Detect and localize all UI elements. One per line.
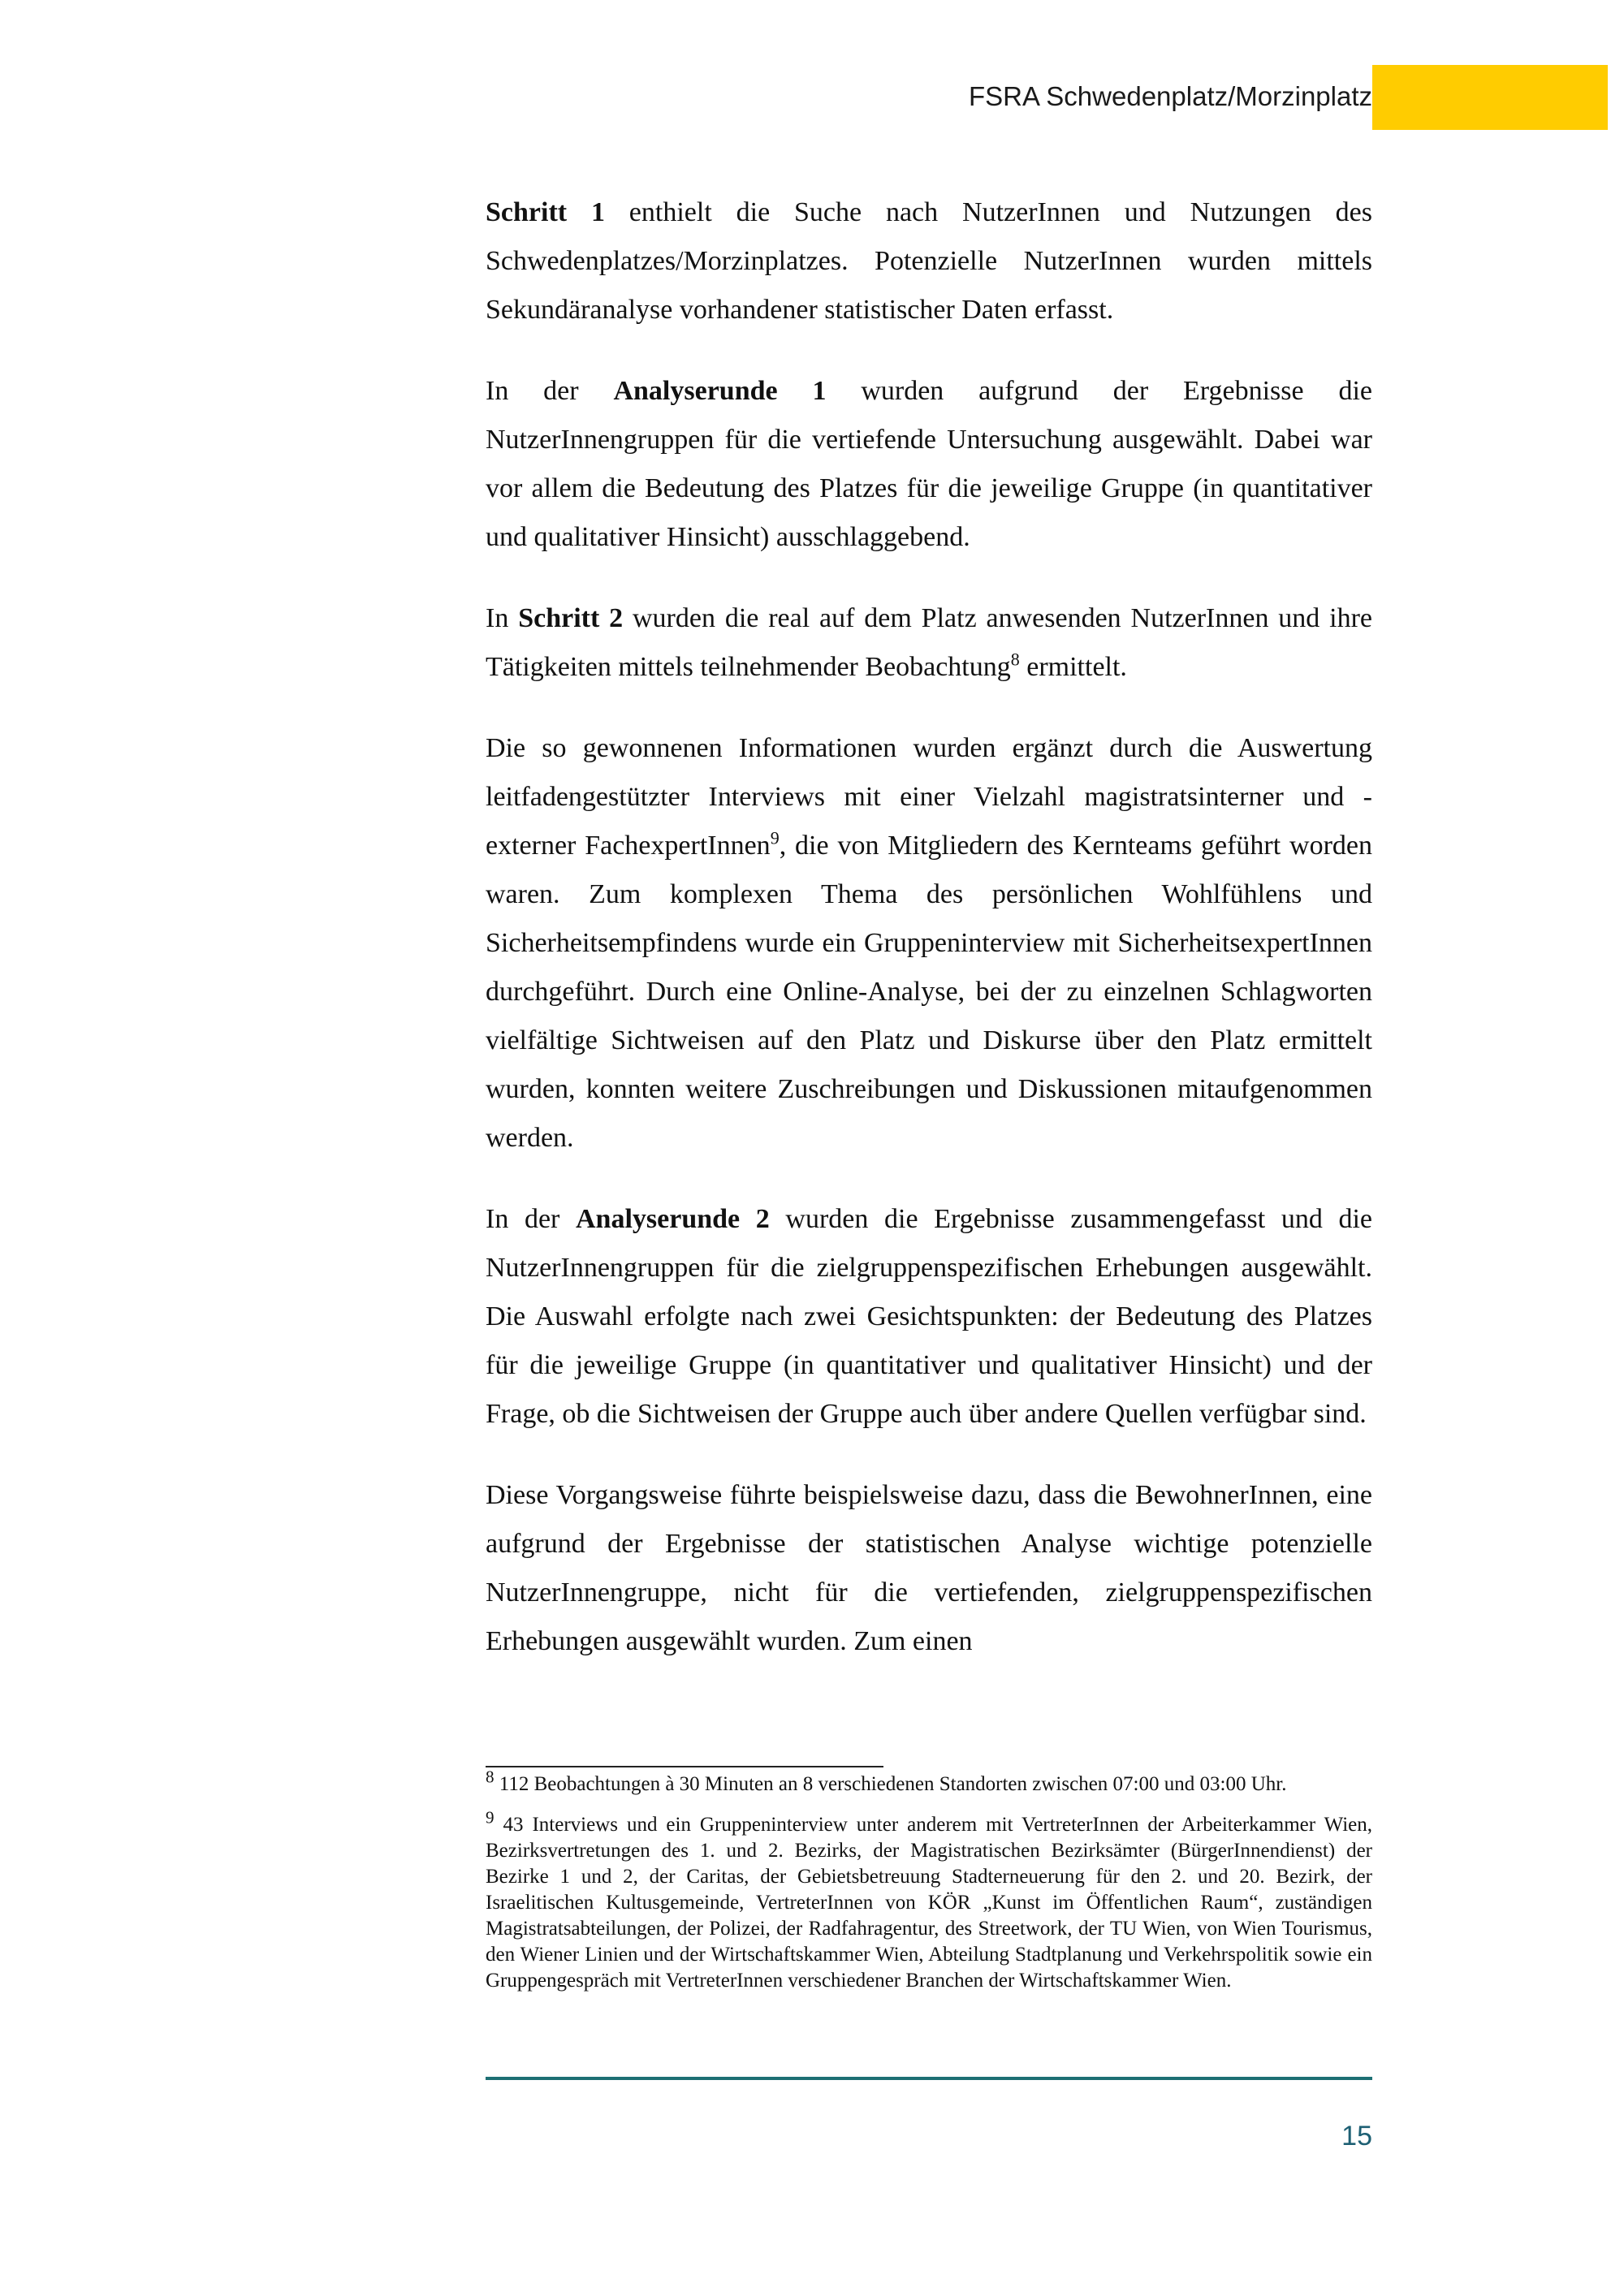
paragraph-1-bold: Schritt 1 xyxy=(486,197,605,227)
paragraph-2-bold: Analyserunde 1 xyxy=(613,376,827,406)
paragraph-3-text: wurden die real auf dem Platz anwesenden NutzerInnen und ihre Tätigkeiten mittels teilnehmender Beobachtung xyxy=(486,603,1373,682)
paragraph-5-text: wurden die Ergebnisse zusammengefasst und die NutzerInnengruppen für die zielgruppenspezifischen Erhebungen ausgewählt. Die Auswahl erfolgte nach zwei Gesichtspunkten: der Bedeutung des Platzes für die jeweilige Gruppe (in quantitativer und qualitativer Hinsicht) und der Frage, ob die Sichtweisen der Gruppe auch über andere Quellen verfügbar sind. xyxy=(486,1204,1372,1429)
paragraph-1 xyxy=(486,188,1372,334)
paragraph-3-after: ermittelt. xyxy=(1019,652,1127,682)
running-header-title: FSRA Schwedenplatz/Morzinplatz xyxy=(968,81,1372,111)
paragraph-2-lead: In der xyxy=(486,376,614,406)
footnotes xyxy=(486,1767,1372,2009)
footnote-9-mark: 9 xyxy=(486,1807,495,1828)
paragraph-2 xyxy=(486,367,1372,562)
footnote-8-mark: 8 xyxy=(486,1767,495,1787)
footnote-8 xyxy=(486,1767,1372,1798)
footnote-9 xyxy=(486,1807,1372,1994)
paragraph-6 xyxy=(486,1471,1372,1666)
footer-rule xyxy=(486,2077,1372,2080)
paragraph-1-text: enthielt die Suche nach NutzerInnen und Nutzungen des Schwedenplatzes/Morzinplatzes. Potenzielle NutzerInnen wurden mittels Sekundäranalyse vorhandener statistischer Daten erfasst. xyxy=(486,197,1372,325)
paragraph-4 xyxy=(486,724,1372,1163)
paragraph-3-bold: Schritt 2 xyxy=(518,603,624,633)
footnote-separator xyxy=(486,1766,883,1767)
paragraph-5-bold: Analyserunde 2 xyxy=(576,1204,770,1234)
footnote-9-text: 43 Interviews und ein Gruppeninterview unter anderem mit VertreterInnen der Arbeiterkammer Wien, Bezirksvertretungen des 1. und 2. Bezirks, der Magistratischen Bezirksämter (BürgerInnendienst) der Bezirke 1 und 2, der Caritas, der Gebietsbetreuung Stadterneuerung für den 2. und 20. Bezirk, der Israelitischen Kultusgemeinde, VertreterInnen von KÖR „Kunst im Öffentlichen Raum“, zuständigen Magistratsabteilungen, der Polizei, der Radfahragentur, des Streetwork, der TU Wien, von Wien Tourismus, den Wiener Linien und der Wirtschaftskammer Wien, Abteilung Stadtplanung und Verkehrspolitik sowie ein Gruppengespräch mit VertreterInnen verschiedener Branchen der Wirtschaftskammer Wien. xyxy=(486,1814,1372,1992)
footnote-8-text: 112 Beobachtungen à 30 Minuten an 8 verschiedenen Standorten zwischen 07:00 und 03:00 Uhr. xyxy=(494,1773,1287,1795)
footnote-ref-9[interactable]: 9 xyxy=(770,827,780,848)
paragraph-4-text: Die so gewonnenen Informationen wurden ergänzt durch die Auswertung leitfadengestützter Interviews mit einer Vielzahl magistratsinterner und -externer FachexpertInnen xyxy=(486,733,1372,861)
header-accent-block xyxy=(1372,65,1608,130)
page-number: 15 xyxy=(1341,2121,1372,2151)
paragraph-3-lead: In xyxy=(486,603,519,633)
footnote-ref-8[interactable]: 8 xyxy=(1010,649,1020,670)
paragraph-5 xyxy=(486,1195,1372,1439)
paragraph-6-text: Diese Vorgangsweise führte beispielsweise dazu, dass die BewohnerInnen, eine aufgrund der Ergebnisse der statistischen Analyse wichtige potenzielle NutzerInnengruppe, nicht für die vertiefenden, zielgruppenspezifischen Erhebungen ausgewählt wurden. Zum einen xyxy=(486,1480,1372,1656)
paragraph-3 xyxy=(486,594,1372,692)
paragraph-5-lead: In der xyxy=(486,1204,576,1234)
paragraph-4-after: , die von Mitgliedern des Kernteams geführt worden waren. Zum komplexen Thema des persönlichen Wohlfühlens und Sicherheitsempfindens wurde ein Gruppeninterview mit SicherheitsexpertInnen durchgeführt. Durch eine Online-Analyse, bei der zu einzelnen Schlagworten vielfältige Sichtweisen auf den Platz und Diskurse über den Platz ermittelt wurden, konnten weitere Zuschreibungen und Diskussionen mitaufgenommen werden. xyxy=(486,831,1372,1153)
body-text xyxy=(486,188,1372,1698)
paragraph-2-text: wurden aufgrund der Ergebnisse die NutzerInnengruppen für die vertiefende Untersuchung ausgewählt. Dabei war vor allem die Bedeutung des Platzes für die jeweilige Gruppe (in quantitativer und qualitativer Hinsicht) ausschlaggebend. xyxy=(486,376,1372,552)
